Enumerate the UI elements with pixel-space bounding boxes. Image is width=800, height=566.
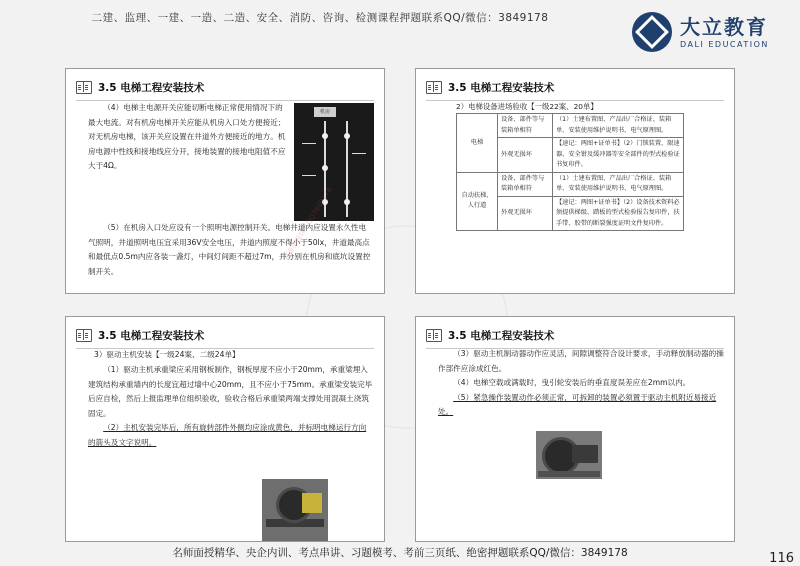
table-row [457,172,684,196]
machine-room-photo [294,103,374,221]
table-cell-group: 电梯 [457,114,498,173]
slide-panel-3 [65,316,385,542]
photo-label: 机房 [314,107,336,117]
paragraph-lighting: （5）在机房入口处应设有一个照明电源控制开关。电梯井道内应设置永久性电气照明，井道照明电压宜采用36V安全电压，井道内照度不得小于50lx，井道最高点和最低点0.5m内应各装一盏灯，中间灯间距不超过7m，并分别在机房和底坑设置控制开关。 [88,223,371,276]
paragraph-verticality: （4）电梯空载或满载时，曳引轮安装后的垂直度误差应在2mm以内。 [453,378,691,387]
logo-cn: 大立教育 [680,14,768,39]
logo-en: DALI EDUCATION [680,39,769,49]
page-number: 116 [769,551,794,566]
table-cell-item: 设备、部件等与装箱单相符 [498,114,553,138]
slide-body [438,347,728,420]
slide-title: 3.5 电梯工程安装技术 [98,329,205,342]
slide-panel-1 [65,68,385,294]
watermark-text: 精准押题联系QQ3849178 [282,186,334,262]
book-icon [426,81,442,94]
slide-body [88,363,373,450]
paragraph-brake: （3）驱动主机制动器动作应灵活，间隙调整符合设计要求，手动释放制动器的操作部件应涂成红色。 [438,349,724,373]
logo [632,8,782,56]
traction-machine-photo [262,479,328,541]
book-icon [426,329,442,342]
table-cell-content: （1）土建布置图、产品出厂合格证、装箱单、安装使用维护说明书、电气原理图。 [553,114,684,138]
slide-panel-4 [415,316,735,542]
brake-machine-photo [536,431,602,479]
table-row [457,114,684,138]
paragraph-yellow-paint: （2）主机安装完毕后，所有旋转部件外侧均应涂成黄色，并标明电梯运行方向的箭头及文字说明。 [88,423,367,447]
slide-title: 3.5 电梯工程安装技术 [98,81,205,94]
inspection-table [456,113,684,231]
slide-subtitle: 2）电梯设备进场验收【一级22案、20单】 [456,102,598,111]
paragraph-power-switch: （4）电梯主电源开关应能切断电梯正常使用情况下的最大电流。对有机房电梯开关应能从机房入口处方便接近；对无机房电梯，该开关应设置在井道外方便接近的地方。机房电源中性线和接地线应分开，接地装置的接地电阻值不应大于4Ω。 [88,103,286,170]
slide-title: 3.5 电梯工程安装技术 [448,329,555,342]
bottom-banner: 名师面授精华、央企内训、考点串讲、习题模考、考前三页纸、绝密押题联系QQ/微信：3849178 [172,547,628,559]
slide-header [76,325,374,349]
slide-header [426,325,724,349]
table-cell-item: 外观无损坏 [498,196,553,231]
table-cell-group: 自动扶梯、人行道 [457,172,498,231]
book-icon [76,81,92,94]
slide-header [426,77,724,101]
book-icon [76,329,92,342]
slide-subtitle: 3）驱动主机安装【一级24案、二级24单】 [94,350,240,359]
table-cell-item: 外观无损坏 [498,138,553,173]
table-cell-item: 设备、部件等与装箱单相符 [498,172,553,196]
table-cell-content: 【速记：两图+证单书】（2）门锁装置、限速器、安全钳及缓冲器等安全部件的型式检验证书复印件。 [553,138,684,173]
slide-title: 3.5 电梯工程安装技术 [448,81,555,94]
paragraph-emergency: （5）紧急操作装置动作必须正常，可拆卸的装置必须置于驱动主机附近易接近处。 [438,392,717,416]
top-banner: 二建、监理、一建、一造、二造、安全、消防、咨询、检测课程押题联系QQ/微信：3849178 [91,12,549,24]
table-cell-content: 【速记：两图+证单书】（2）设备技术资料必须提供梯级、踏板的型式检验报告复印件，扶手带、胶带的断裂强度证明文件复印件。 [553,196,684,231]
paragraph-beam: （1）驱动主机承重梁应采用钢板制作，钢板厚度不应小于20mm，承重梁埋入建筑结构承重墙内的长度宜超过墙中心20mm，且不应小于75mm。承重梁安装完毕后应自检，然后上报监理单位组织验收，验收合格后承重梁两端支撑处用混凝土浇筑固定。 [88,365,373,418]
slide-header [76,77,374,101]
logo-mark-icon [632,12,672,52]
slide-panel-2 [415,68,735,294]
table-cell-content: （1）土建布置图、产品出厂合格证、装箱单、安装使用维护说明书、电气原理图。 [553,172,684,196]
